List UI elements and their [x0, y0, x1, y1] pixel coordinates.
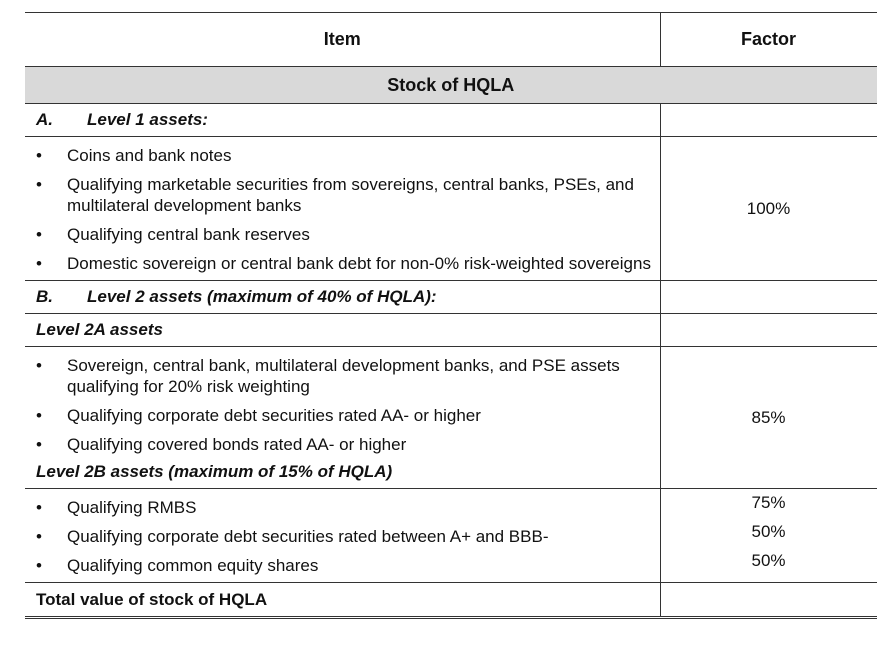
level2a-heading: Level 2A assets	[25, 314, 660, 347]
level1-letter: A.	[36, 110, 53, 129]
level2a-items-cell	[25, 347, 660, 489]
level2a-list	[25, 347, 660, 461]
level2b-items-cell	[25, 489, 660, 583]
list-item	[25, 555, 660, 576]
total-label: Total value of stock of HQLA	[25, 583, 660, 618]
level1-heading-factor	[660, 104, 877, 137]
list-item-text: Qualifying central bank reserves	[67, 225, 310, 244]
level2b-items-row	[25, 489, 877, 583]
level2a-heading-row	[25, 314, 877, 347]
level2a-heading-factor	[660, 314, 877, 347]
list-item	[25, 434, 660, 455]
list-item	[25, 253, 660, 274]
list-item	[25, 526, 660, 547]
list-item-text: Qualifying RMBS	[67, 498, 197, 517]
section-band	[25, 67, 877, 104]
header-row	[25, 13, 877, 67]
level1-factor: 100%	[660, 137, 877, 281]
level2-heading-row	[25, 281, 877, 314]
level2a-factor: 85%	[660, 347, 877, 489]
level1-heading-row	[25, 104, 877, 137]
level2-heading	[25, 281, 660, 314]
level2b-factor: 75%	[751, 493, 786, 512]
list-item	[25, 224, 660, 245]
level1-list	[25, 137, 660, 280]
list-item	[25, 497, 660, 518]
list-item	[25, 145, 660, 166]
list-item-text: Qualifying marketable securities from sovereigns, central banks, PSEs, and multilateral development banks	[67, 175, 634, 215]
level2-letter: B.	[36, 287, 53, 306]
total-row	[25, 583, 877, 618]
stock-of-hqla-heading: Stock of HQLA	[25, 67, 877, 104]
level2b-factor: 50%	[751, 551, 786, 570]
bullet-icon: •	[36, 406, 42, 425]
list-item	[25, 174, 660, 216]
list-item	[25, 405, 660, 426]
level2b-factor: 50%	[751, 522, 786, 541]
list-item-text: Qualifying corporate debt securities rated AA- or higher	[67, 406, 481, 425]
level1-title: Level 1 assets:	[87, 110, 208, 129]
list-item-text: Qualifying corporate debt securities rated between A+ and BBB-	[67, 527, 549, 546]
bullet-icon: •	[36, 175, 42, 194]
bullet-icon: •	[36, 225, 42, 244]
bullet-icon: •	[36, 254, 42, 273]
bullet-icon: •	[36, 356, 42, 375]
list-item-text: Qualifying common equity shares	[67, 556, 319, 575]
bullet-icon: •	[36, 435, 42, 454]
bullet-icon: •	[36, 498, 42, 517]
level1-items-row	[25, 137, 877, 281]
hqla-table	[25, 12, 877, 619]
level2b-factors	[660, 489, 877, 583]
level2-heading-factor	[660, 281, 877, 314]
list-item-text: Domestic sovereign or central bank debt for non-0% risk-weighted sovereigns	[67, 254, 651, 273]
level2b-heading: Level 2B assets (maximum of 15% of HQLA)	[36, 462, 393, 481]
level2-title: Level 2 assets (maximum of 40% of HQLA):	[87, 287, 437, 306]
bullet-icon: •	[36, 527, 42, 546]
level1-heading	[25, 104, 660, 137]
list-item-text: Coins and bank notes	[67, 146, 232, 165]
list-item-text: Qualifying covered bonds rated AA- or higher	[67, 435, 407, 454]
bullet-icon: •	[36, 556, 42, 575]
level2a-items-row	[25, 347, 877, 489]
level2b-list	[25, 489, 660, 582]
column-header-item: Item	[25, 13, 660, 67]
total-factor	[660, 583, 877, 618]
column-header-factor: Factor	[660, 13, 877, 67]
list-item	[25, 355, 660, 397]
list-item-text: Sovereign, central bank, multilateral development banks, and PSE assets qualifying for 20% risk weighting	[67, 356, 620, 396]
bullet-icon: •	[36, 146, 42, 165]
level1-items-cell	[25, 137, 660, 281]
